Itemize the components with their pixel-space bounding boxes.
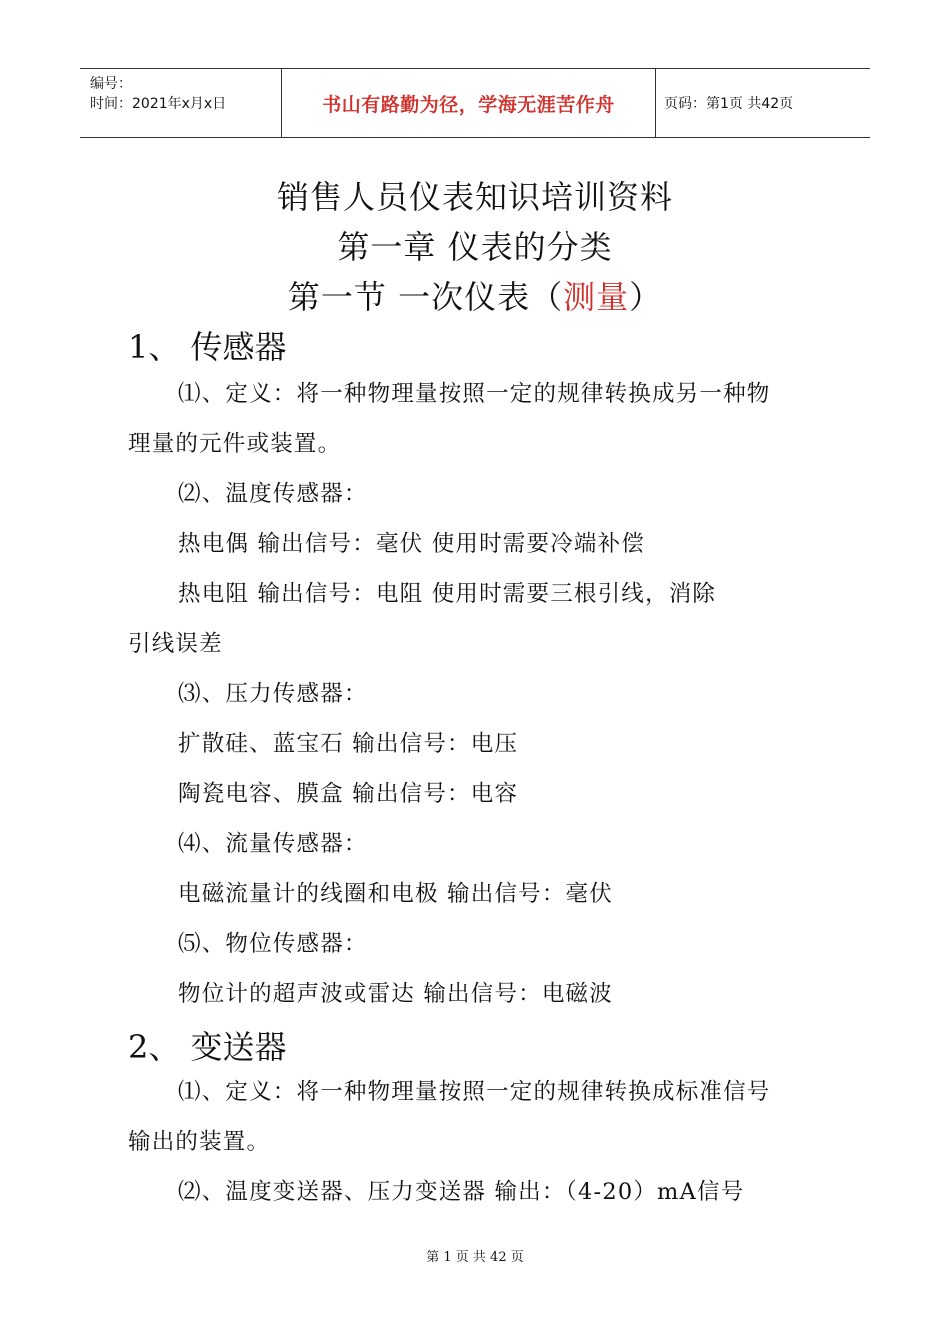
chapter-title: 第一章 仪表的分类 [337, 228, 613, 266]
section-title-prefix: 第一节 一次仪表（ [287, 278, 564, 316]
paragraph-line: ⑸、物位传感器： [178, 931, 368, 957]
paragraph-line: ⑴、定义：将一种物理量按照一定的规律转换成另一种物 [178, 381, 771, 407]
paragraph-line: 陶瓷电容、膜盒 输出信号：电容 [178, 781, 519, 807]
paragraph-line: 扩散硅、蓝宝石 输出信号：电压 [178, 731, 519, 757]
paragraph-line: 热电偶 输出信号：毫伏 使用时需要冷端补偿 [178, 531, 646, 557]
document-number-label: 编号： [90, 76, 132, 92]
paragraph-line: ⑴、定义：将一种物理量按照一定的规律转换成标准信号 [178, 1079, 771, 1105]
section-title-suffix: ） [629, 278, 663, 316]
header-motto-cell [281, 69, 656, 137]
paragraph-line: ⑵、温度传感器： [178, 481, 368, 507]
heading-sensor: 1、 传感器 [128, 328, 287, 366]
header-page-cell [656, 69, 870, 137]
document-time-label: 时间：2021年x月x日 [90, 96, 227, 112]
paragraph-line: 理量的元件或装置。 [128, 431, 342, 457]
paragraph-line: ⑷、流量传感器： [178, 831, 368, 857]
section-title [0, 272, 950, 318]
paragraph-line: ⑵、温度变送器、压力变送器 输出：（4-20）mA信号 [178, 1179, 745, 1205]
header-page-info: 页码：第1页 共42页 [664, 96, 794, 112]
paragraph-line: 物位计的超声波或雷达 输出信号：电磁波 [178, 981, 613, 1007]
paragraph-line: ⑶、压力传感器： [178, 681, 368, 707]
paragraph-line: 热电阻 输出信号：电阻 使用时需要三根引线，消除 [178, 581, 717, 607]
paragraph-line: 引线误差 [128, 631, 223, 657]
section-title-highlight: 测量 [563, 278, 630, 316]
page-footer: 第 1 页 共 42 页 [426, 1250, 524, 1265]
document-title: 销售人员仪表知识培训资料 [276, 178, 673, 216]
paragraph-line: 输出的装置。 [128, 1129, 271, 1155]
document-header [80, 68, 870, 138]
header-motto: 书山有路勤为径，学海无涯苦作舟 [322, 93, 615, 116]
header-meta-cell [80, 69, 281, 137]
paragraph-line: 电磁流量计的线圈和电极 输出信号：毫伏 [178, 881, 613, 907]
heading-transmitter: 2、 变送器 [128, 1028, 287, 1066]
